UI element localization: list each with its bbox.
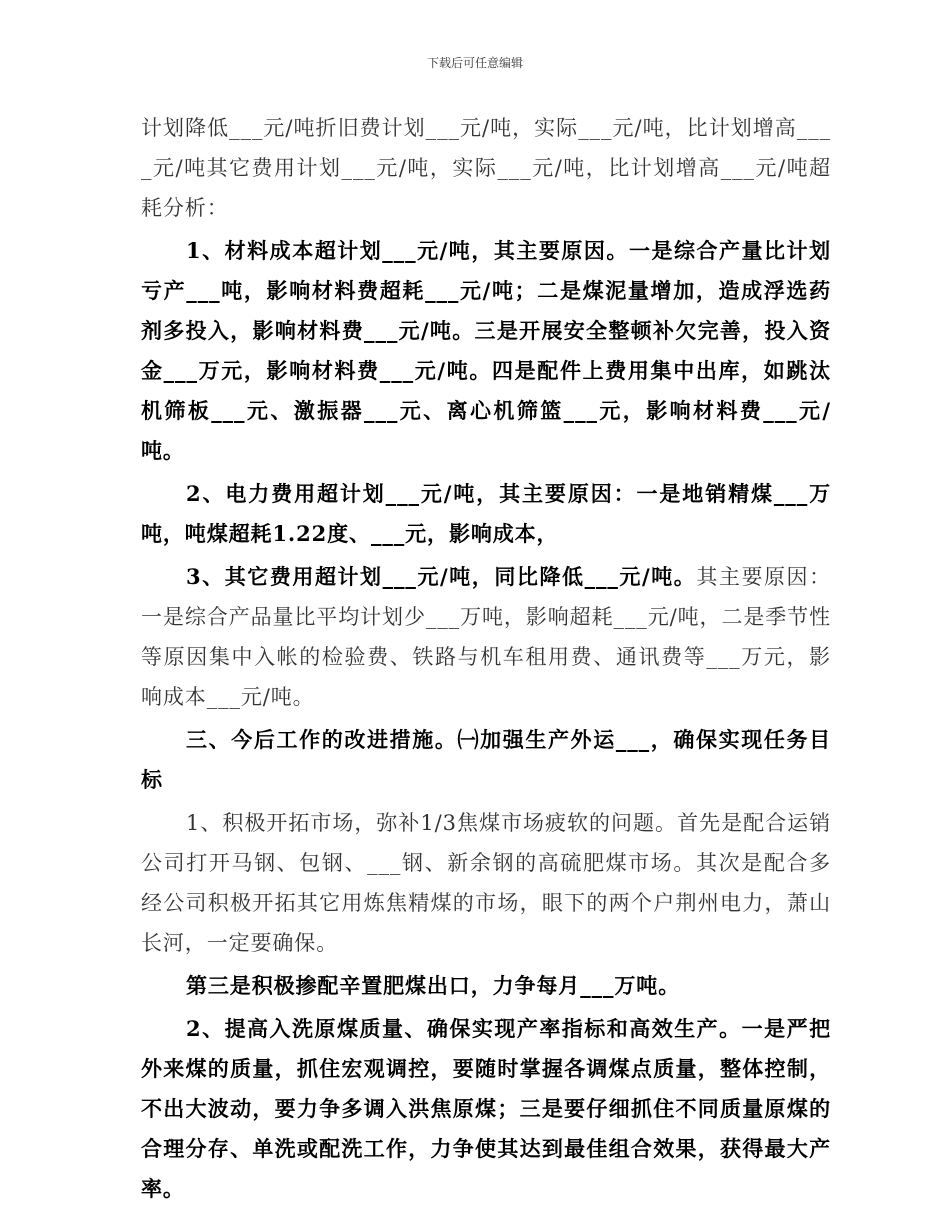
paragraph-other-cost	[141, 557, 831, 717]
paragraph-text-bold: 3、其它费用超计划___元/吨，同比降低___元/吨。	[186, 564, 697, 589]
paragraph-power-cost	[141, 474, 831, 554]
paragraph-material-cost	[141, 231, 831, 471]
paragraph-text: 2、提高入洗原煤质量、确保实现产率指标和高效生产。一是严把外来煤的质量，抓住宏观调控，要随时掌握各调煤点质量，整体控制，不出大波动，要力争多调入洪焦原煤；三是要仔细抓住不同质量原煤的合理分存、单洗或配洗工作，力争使其达到最佳组合效果，获得最大产率。	[141, 1016, 831, 1201]
paragraph-text: 2、电力费用超计划___元/吨，其主要原因：一是地销精煤___万吨，吨煤超耗1.22度、___元，影响成本，	[141, 481, 831, 546]
paragraph-text: 计划降低___元/吨折旧费计划___元/吨，实际___元/吨，比计划增高____元/吨其它费用计划___元/吨，实际___元/吨，比计划增高___元/吨超耗分析：	[141, 116, 831, 220]
paragraph-text: 1、材料成本超计划___元/吨，其主要原因。一是综合产量比计划亏产___吨，影响材料费超耗___元/吨；二是煤泥量增加，造成浮选药剂多投入，影响材料费___元/吨。三是开展安全整顿补欠完善，投入资金___万元，影响材料费___元/吨。四是配件上费用集中出库，如跳汰机筛板___元、激振器___元、离心机筛篮___元，影响材料费___元/吨。	[141, 238, 831, 463]
paragraph-market-expansion	[141, 803, 831, 963]
paragraph-raw-coal-quality	[141, 1009, 831, 1209]
paragraph-text: 第三是积极掺配辛置肥煤出口，力争每月___万吨。	[186, 973, 681, 998]
page-header: 下载后可任意编辑	[426, 56, 523, 70]
paragraph-cost-plan	[141, 108, 831, 228]
paragraph-text: 其主要原因：一是综合产品量比平均计划少___万吨，影响超耗___元/吨，二是季节性等原因集中入帐的检验费、铁路与机车租用费、通讯费等___万元，影响成本___元/吨。	[141, 565, 832, 709]
paragraph-text: 1、积极开拓市场，弥补1/3焦煤市场疲软的问题。首先是配合运销公司打开马钢、包钢、___钢、新余钢的高硫肥煤市场。其次是配合多经公司积极开拓其它用炼焦精煤的市场，眼下的两个户荆州电力，萧山长河，一定要确保。	[141, 811, 831, 955]
paragraph-export	[141, 966, 831, 1006]
document-body	[141, 108, 831, 1209]
section-heading-improvements	[141, 720, 831, 800]
paragraph-text: 三、今后工作的改进措施。㈠加强生产外运___，确保实现任务目标	[141, 727, 831, 792]
